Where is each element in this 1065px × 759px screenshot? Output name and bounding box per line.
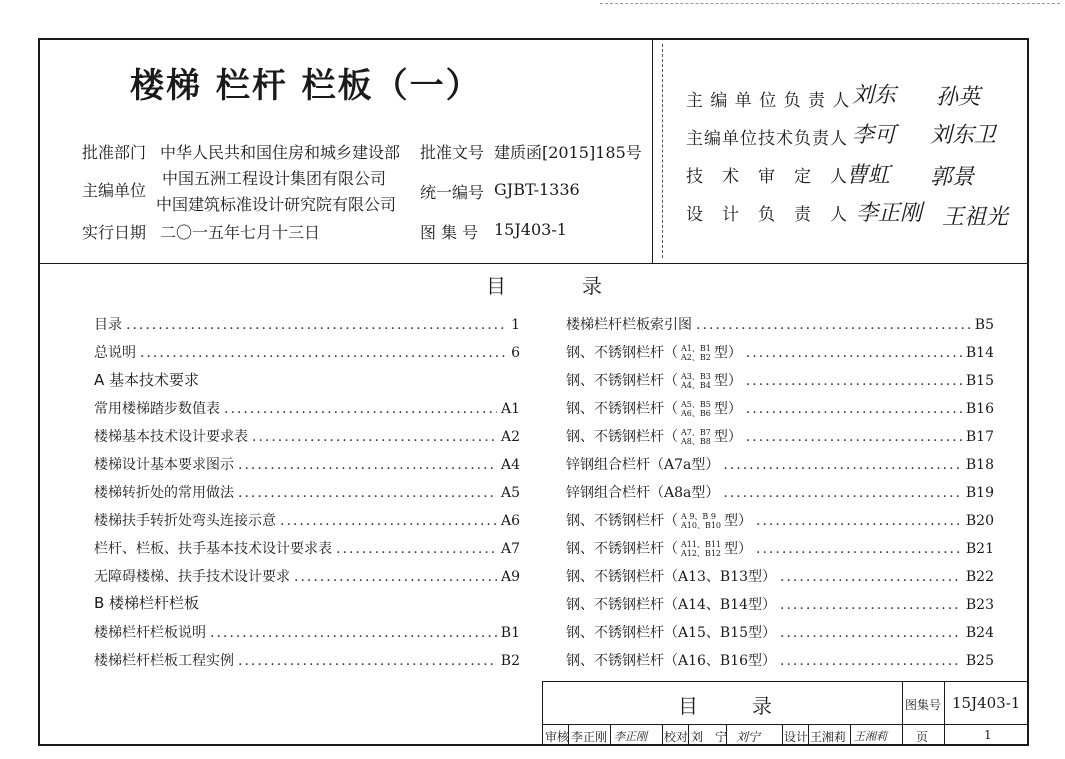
toc-item-label: 钢、不锈钢栏杆（A14、B14型） [566, 597, 777, 613]
tb-design-name: 王湘莉 [810, 730, 847, 744]
editor-unit-label: 主编单位 [82, 181, 147, 200]
toc-item[interactable] [94, 454, 520, 474]
toc-item-page: A4 [500, 457, 520, 473]
toc-item[interactable] [566, 370, 994, 390]
toc-item[interactable] [566, 426, 994, 446]
effective-date-label: 实行日期 [82, 223, 147, 242]
signature-image: 王湘莉 [854, 730, 887, 743]
signature-image: 王祖光 [942, 205, 1009, 230]
toc-item-page: B5 [974, 317, 994, 333]
toc-leader [723, 457, 962, 473]
toc-item-label: 钢、不锈钢栏杆（A13、B13型） [566, 569, 777, 585]
toc-leader [756, 513, 962, 529]
toc-leader [746, 345, 962, 361]
toc-item[interactable] [94, 650, 520, 670]
toc-item-page: B15 [965, 373, 994, 389]
header-vertical-divider [652, 39, 653, 263]
toc-leader [280, 513, 497, 529]
toc-item-page: A2 [500, 429, 520, 445]
tb-page-value: 1 [984, 728, 992, 742]
toc-item-label: 楼梯扶手转折处弯头连接示意 [94, 513, 276, 529]
toc-item-label: 钢、不锈钢栏杆（ A 9、B 9 A10、B10 型） [566, 512, 753, 530]
tb-atlas-value: 15J403-1 [952, 694, 1021, 712]
model-fraction: A 9、B 9 A10、B10 [681, 512, 722, 530]
toc-item-page: B18 [965, 457, 994, 473]
signature-image: 李可 [852, 123, 897, 148]
toc-item[interactable] [566, 566, 994, 586]
toc-item-page: B1 [500, 625, 520, 641]
top-dashed-line [600, 3, 1060, 4]
toc-item-label: 楼梯栏杆栏板说明 [94, 625, 206, 641]
atlas-no-label: 图 集 号 [420, 223, 479, 242]
toc-item-label: 目录 [94, 317, 122, 333]
toc-leader [746, 401, 962, 417]
toc-item-page: B25 [965, 653, 994, 669]
toc-item[interactable] [566, 622, 994, 642]
tb-check-label: 校对 [664, 730, 689, 744]
approval-dept-label: 批准部门 [82, 143, 147, 162]
toc-item-page: B23 [965, 597, 994, 613]
toc-leader [746, 373, 962, 389]
toc-item-page: B16 [965, 401, 994, 417]
toc-item-page: B22 [965, 569, 994, 585]
atlas-no-value: 15J403-1 [494, 220, 567, 239]
toc-item[interactable] [94, 426, 520, 446]
toc-leader [238, 485, 497, 501]
page-title: 楼梯 栏杆 栏板（一） [130, 66, 482, 106]
model-fraction: A11、B11 A12、B12 [681, 540, 722, 558]
tb-check-name: 刘 宁 [691, 730, 728, 744]
toc-item-label: 钢、不锈钢栏杆（A16、B16型） [566, 653, 777, 669]
unified-no-value: GJBT-1336 [494, 180, 580, 199]
toc-item-page: 6 [511, 345, 520, 361]
toc-item[interactable] [566, 510, 994, 530]
toc-item[interactable] [566, 314, 994, 334]
tb-review-label: 审核 [545, 730, 570, 744]
toc-item-label: 楼梯栏杆栏板索引图 [566, 317, 692, 333]
tb-atlas-label: 图集号 [905, 698, 942, 712]
toc-item-label: 钢、不锈钢栏杆（ A3、B3 A4、B4 型） [566, 372, 742, 390]
toc-item-label: 总说明 [94, 345, 136, 361]
title-block-title-2: 录 [752, 694, 806, 718]
toc-item-label: 栏杆、栏板、扶手基本技术设计要求表 [94, 541, 332, 557]
tb-design-label: 设计 [784, 730, 809, 744]
toc-item[interactable] [94, 510, 520, 530]
toc-item-label: 楼梯转折处的常用做法 [94, 485, 234, 501]
toc-leader [126, 317, 507, 333]
toc-item[interactable] [566, 594, 994, 614]
toc-item-label: 钢、不锈钢栏杆（ A7、B7 A8、B8 型） [566, 428, 742, 446]
signature-image: 李正刚 [856, 201, 923, 226]
toc-item-page: A9 [500, 569, 520, 585]
toc-item-label: 钢、不锈钢栏杆（ A1、B1 A2、B2 型） [566, 344, 742, 362]
signature-image: 郭景 [930, 165, 975, 190]
toc-item[interactable] [94, 622, 520, 642]
sig-role-4: 设 计 负 责 人 [686, 205, 848, 225]
toc-item[interactable] [94, 482, 520, 502]
toc-leader [756, 541, 962, 557]
toc-item-page: A1 [500, 401, 520, 417]
signature-image: 孙英 [936, 85, 981, 110]
toc-item-label: 锌钢组合栏杆（A8a型） [566, 485, 720, 501]
toc-item-label: 常用楼梯踏步数值表 [94, 401, 220, 417]
toc-item-label: 钢、不锈钢栏杆（ A5、B5 A6、B6 型） [566, 400, 742, 418]
toc-leader [780, 625, 962, 641]
toc-item[interactable] [566, 342, 994, 362]
toc-item-label: 楼梯基本技术设计要求表 [94, 429, 248, 445]
toc-heading-2: 录 [582, 274, 602, 298]
toc-item[interactable] [566, 482, 994, 502]
editor-unit-value-1: 中国五洲工程设计集团有限公司 [162, 169, 387, 188]
tb-review-name: 李正刚 [571, 730, 608, 744]
toc-item-page: B14 [965, 345, 994, 361]
toc-item-label: 无障碍楼梯、扶手技术设计要求 [94, 569, 290, 585]
toc-leader [780, 653, 962, 669]
effective-date-value: 二〇一五年七月十三日 [160, 223, 321, 242]
toc-item-page: B17 [965, 429, 994, 445]
toc-item-page: A6 [500, 513, 520, 529]
toc-item[interactable] [566, 650, 994, 670]
toc-item-label: 楼梯栏杆栏板工程实例 [94, 653, 234, 669]
tb-page-label: 页 [916, 730, 929, 744]
toc-item-label: 锌钢组合栏杆（A7a型） [566, 457, 720, 473]
toc-leader [238, 457, 497, 473]
toc-leader [238, 653, 497, 669]
toc-item[interactable] [566, 398, 994, 418]
sig-role-2: 主编单位技术负责人 [686, 129, 848, 149]
approval-dept-value: 中华人民共和国住房和城乡建设部 [160, 143, 401, 162]
toc-item[interactable] [94, 314, 520, 334]
header-dashed-divider [662, 44, 663, 258]
signature-image: 李正刚 [614, 730, 647, 743]
toc-item-page: B21 [965, 541, 994, 557]
signature-image: 刘东 [852, 83, 897, 108]
title-block-title-1: 目 [678, 694, 732, 718]
sig-role-3: 技 术 审 定 人 [686, 167, 848, 187]
toc-leader [210, 625, 497, 641]
toc-leader [336, 541, 497, 557]
model-fraction: A3、B3 A4、B4 [681, 372, 711, 390]
model-fraction: A7、B7 A8、B8 [681, 428, 711, 446]
toc-item-label: 钢、不锈钢栏杆（A15、B15型） [566, 625, 777, 641]
toc-leader [252, 429, 497, 445]
toc-item-page: A7 [500, 541, 520, 557]
toc-leader [224, 401, 497, 417]
toc-leader [294, 569, 497, 585]
editor-unit-value-2: 中国建筑标准设计研究院有限公司 [156, 195, 397, 214]
toc-item-label: 钢、不锈钢栏杆（ A11、B11 A12、B12 型） [566, 540, 753, 558]
signature-image: 刘宁 [736, 730, 761, 744]
toc-heading-1: 目 [486, 274, 506, 298]
toc-leader [140, 345, 507, 361]
toc-section-b: B 楼梯栏杆栏板 [94, 594, 200, 612]
toc-item[interactable] [94, 398, 520, 418]
toc-item[interactable] [94, 342, 520, 362]
signature-image: 刘东卫 [930, 123, 997, 148]
toc-item[interactable] [566, 538, 994, 558]
toc-item-page: 1 [511, 317, 520, 333]
toc-item-page: B2 [500, 653, 520, 669]
approval-doc-label: 批准文号 [420, 143, 485, 162]
approval-doc-value: 建质函[2015]185号 [494, 143, 642, 162]
toc-item-page: B19 [965, 485, 994, 501]
sig-role-1: 主 编 单 位 负 责 人 [686, 91, 851, 111]
signature-image: 曹虹 [846, 163, 891, 188]
toc-leader [696, 317, 971, 333]
toc-item[interactable] [566, 454, 994, 474]
header-bottom-line [39, 263, 1028, 264]
toc-leader [780, 597, 962, 613]
toc-item-page: B20 [965, 513, 994, 529]
toc-item-page: A5 [500, 485, 520, 501]
toc-leader [723, 485, 962, 501]
toc-section-a: A 基本技术要求 [94, 371, 200, 389]
toc-item-page: B24 [965, 625, 994, 641]
toc-leader [780, 569, 962, 585]
unified-no-label: 统一编号 [420, 183, 485, 202]
toc-item[interactable] [94, 566, 520, 586]
model-fraction: A5、B5 A6、B6 [681, 400, 711, 418]
toc-item-label: 楼梯设计基本要求图示 [94, 457, 234, 473]
toc-item[interactable] [94, 538, 520, 558]
toc-leader [746, 429, 962, 445]
model-fraction: A1、B1 A2、B2 [681, 344, 711, 362]
